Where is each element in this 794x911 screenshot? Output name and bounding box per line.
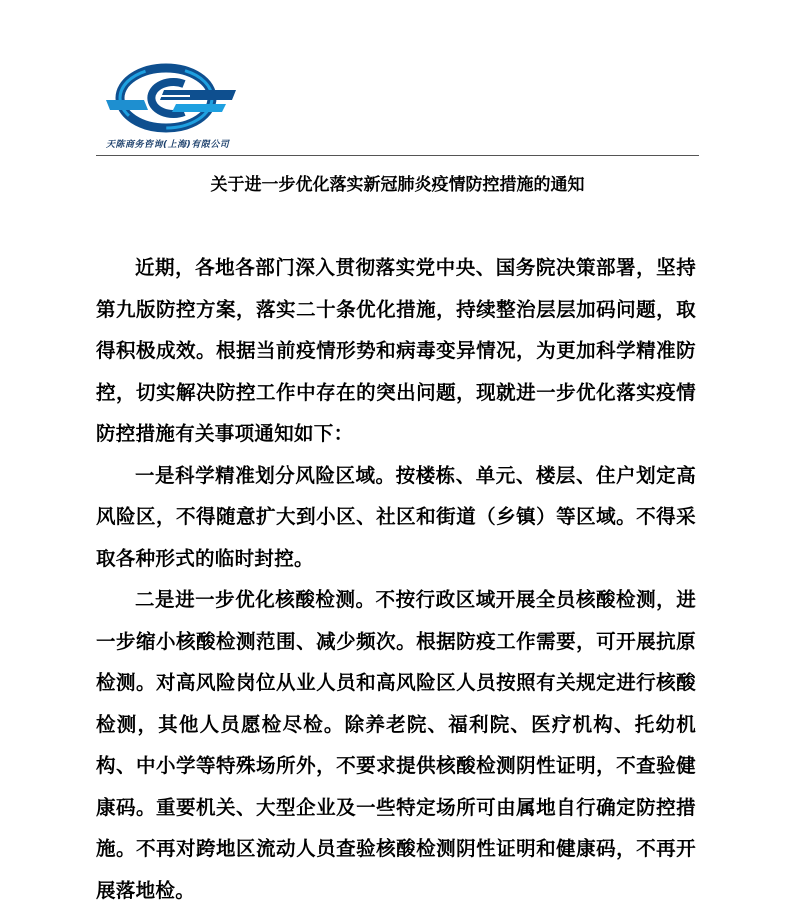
paragraph-intro: 近期，各地各部门深入贯彻落实党中央、国务院决策部署，坚持第九版防控方案，落实二十条优化措施，持续整治层层加码问题，取得积极成效。根据当前疫情形势和病毒变异情况，为更加科学精准防控，切实解决防控工作中存在的突出问题，现就进一步优化落实疫情防控措施有关事项通知如下： [96,256,696,445]
company-name: 天陈商务咨询(上海)有限公司 [106,140,230,150]
company-logo [104,60,254,152]
paragraph-item-2: 二是进一步优化核酸检测。不按行政区域开展全员核酸检测，进一步缩小核酸检测范围、减少频次。根据防疫工作需要，可开展抗原检测。对高风险岗位从业人员和高风险区人员按照有关规定进行核酸检测，其他人员愿检尽检。除养老院、福利院、医疗机构、托幼机构、中小学等特殊场所外，不要求提供核酸检测阴性证明，不查验健康码。重要机关、大型企业及一些特定场所可由属地自行确定防控措施。不再对跨地区流动人员查验核酸检测阴性证明和健康码，不再开展落地检。 [96,588,696,902]
paragraph-item-1: 一是科学精准划分风险区域。按楼栋、单元、楼层、住户划定高风险区，不得随意扩大到小区、社区和街道（乡镇）等区域。不得采取各种形式的临时封控。 [96,463,696,570]
company-logo-icon [104,60,254,138]
header-divider [96,155,699,156]
document-body [96,247,696,911]
document-title: 关于进一步优化落实新冠肺炎疫情防控措施的通知 [210,175,585,195]
